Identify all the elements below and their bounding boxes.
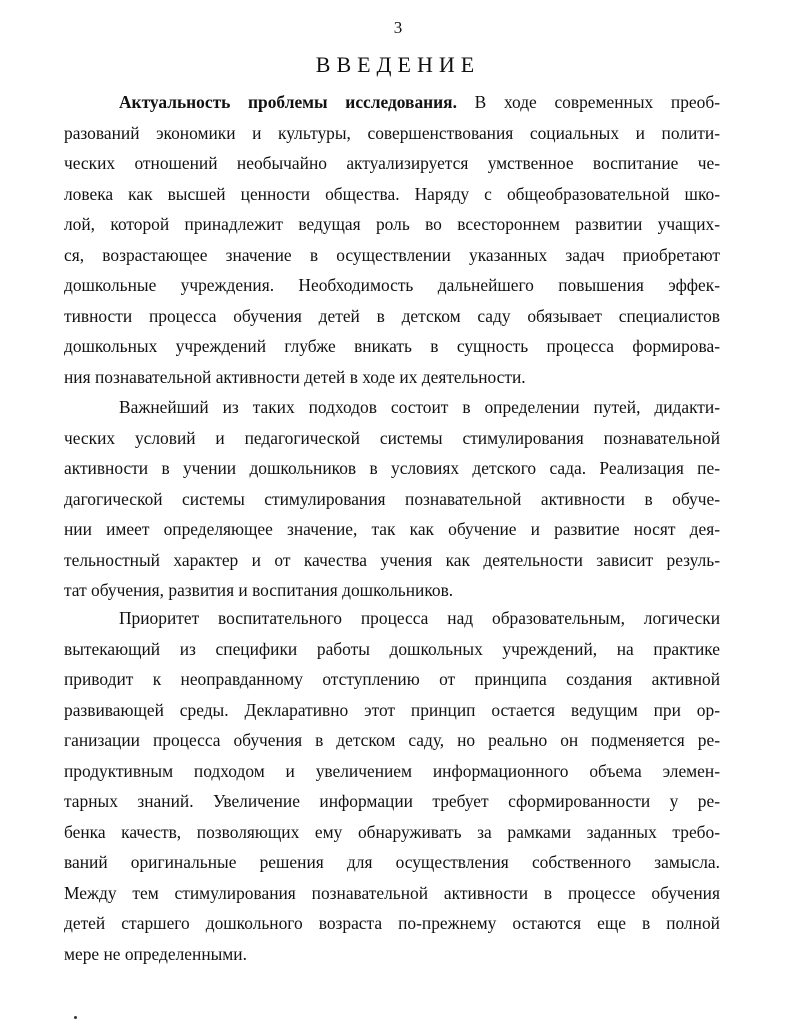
lead-continuation: В ходе современных преоб- bbox=[456, 92, 720, 112]
text-line: Важнейший из таких подходов состоит в определении путей, дидакти- bbox=[119, 397, 720, 417]
text-line: Между тем стимулирования познавательной активности в процессе обучения bbox=[64, 882, 720, 903]
text-line: детей старшего дошкольного возраста по-прежнему остаются еще в полной bbox=[64, 913, 720, 933]
text-line: мере не определенными. bbox=[64, 943, 247, 964]
text-line: дошкольные учреждения. Необходимость дальнейшего повышения эффек- bbox=[64, 275, 720, 295]
text-line: ловека как высшей ценности общества. Наряду с общеобразовательной шко- bbox=[64, 183, 720, 204]
text-line: тат обучения, развития и воспитания дошкольников. bbox=[64, 580, 454, 600]
text-line: вытекающий из специфики работы дошкольных учреждений, на практике bbox=[64, 638, 720, 659]
text-line: дагогической системы стимулирования познавательной активности в обуче- bbox=[64, 488, 720, 509]
text-line: лой, которой принадлежит ведущая роль во всестороннем развитии учащих- bbox=[64, 214, 720, 234]
text-line: продуктивным подходом и увеличением информационного объема элемен- bbox=[64, 760, 720, 781]
paragraph-first-line bbox=[64, 87, 720, 118]
paragraph-approaches bbox=[64, 392, 720, 606]
bold-lead-phrase: Актуальность проблемы исследования. bbox=[119, 92, 457, 112]
scan-speck bbox=[74, 1016, 77, 1019]
page-number: 3 bbox=[393, 18, 403, 37]
text-line: дошкольных учреждений глубже вникать в сущность процесса формирова- bbox=[64, 336, 720, 356]
text-line: развивающей среды. Декларативно этот принцип остается ведущим при ор- bbox=[64, 699, 720, 720]
page-title: ВВЕДЕНИЕ bbox=[315, 52, 481, 77]
text-line: ния познавательной активности детей в ходе их деятельности. bbox=[64, 366, 526, 387]
paragraph-relevance bbox=[64, 87, 720, 392]
text-line: тарных знаний. Увеличение информации требует сформированности у ре- bbox=[64, 791, 720, 811]
text-line: приводит к неоправданному отступлению от принципа создания активной bbox=[64, 669, 720, 689]
text-line: ваний оригинальные решения для осуществления собственного замысла. bbox=[64, 852, 720, 872]
text-line: тельностный характер и от качества учения как деятельности зависит резуль- bbox=[64, 549, 720, 570]
text-line: ганизации процесса обучения в детском саду, но реально он подменяется ре- bbox=[64, 730, 720, 750]
text-line: Приоритет воспитательного процесса над образовательным, логически bbox=[119, 608, 720, 628]
text-line: тивности процесса обучения детей в детском саду обязывает специалистов bbox=[64, 305, 720, 326]
paragraph-priority bbox=[64, 603, 720, 969]
text-line: бенка качеств, позволяющих ему обнаруживать за рамками заданных требо- bbox=[64, 821, 720, 842]
text-line: нии имеет определяющее значение, так как обучение и развитие носят дея- bbox=[64, 519, 720, 539]
text-line: ческих отношений необычайно актуализируется умственное воспитание че- bbox=[64, 153, 720, 173]
text-line: ческих условий и педагогической системы стимулирования познавательной bbox=[64, 427, 720, 448]
text-line: активности в учении дошкольников в условиях детского сада. Реализация пе- bbox=[64, 458, 720, 478]
text-line: ся, возрастающее значение в осуществлении указанных задач приобретают bbox=[64, 244, 720, 265]
text-line: разований экономики и культуры, совершенствования социальных и полити- bbox=[64, 122, 720, 143]
